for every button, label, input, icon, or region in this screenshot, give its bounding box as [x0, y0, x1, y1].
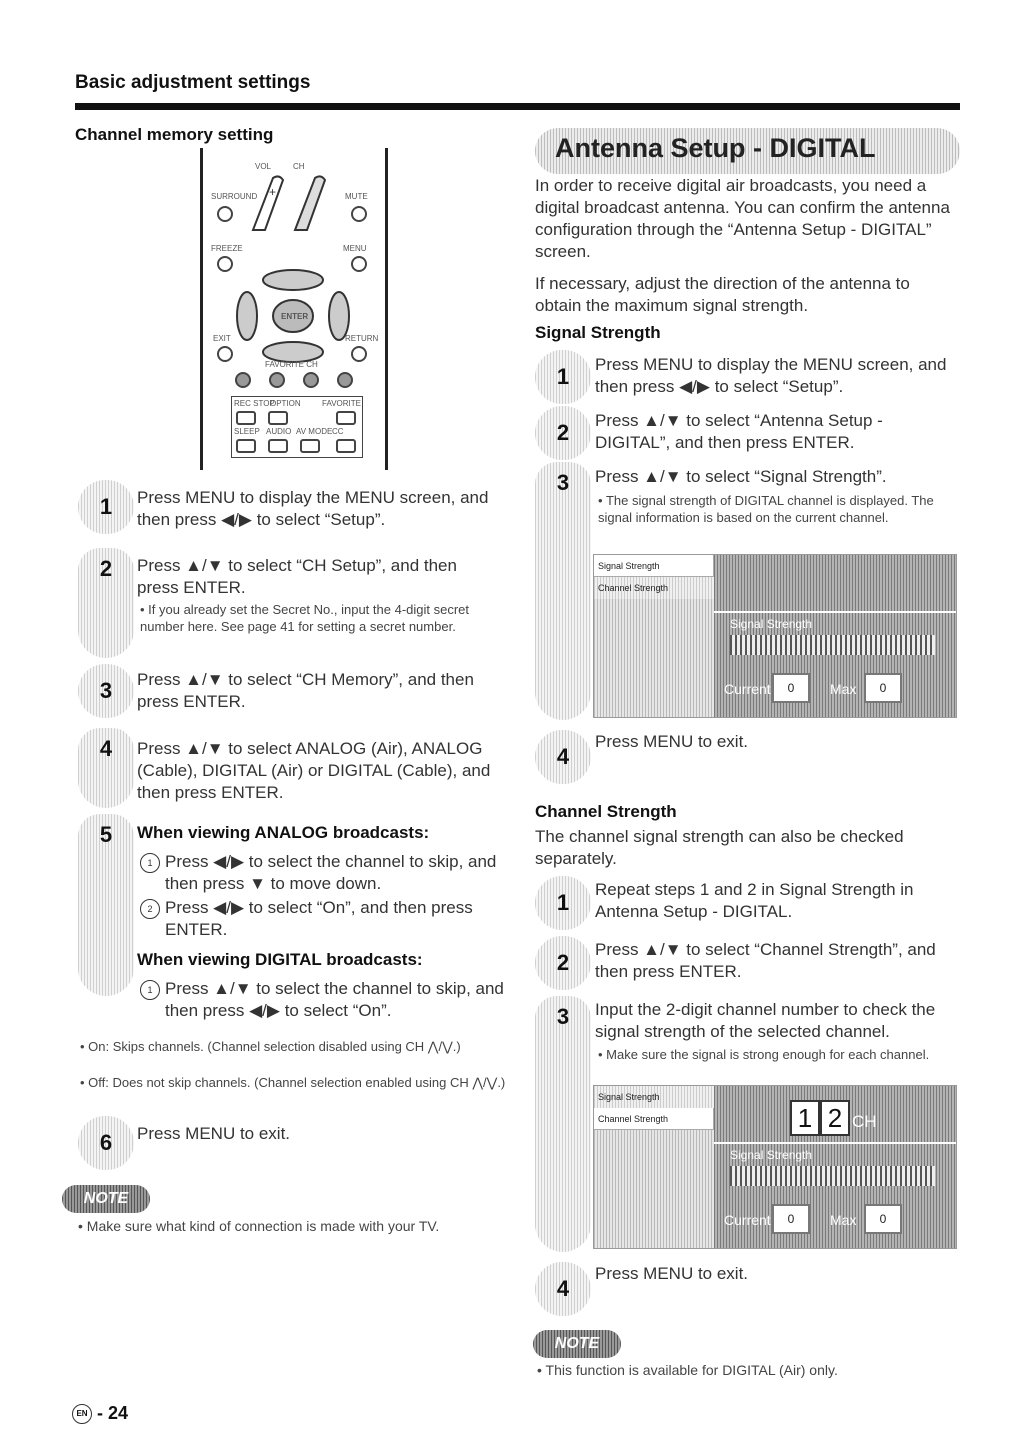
screen-signal-label: Signal Strength [730, 1148, 813, 1162]
audio-button-icon [268, 439, 288, 453]
intro-paragraph-2: If necessary, adjust the direction of the antenna to obtain the maximum signal strength. [535, 274, 910, 315]
screen-tab-signal: Signal Strength [594, 555, 714, 577]
signal-meter-bar [730, 1166, 935, 1186]
screen-divider [714, 1142, 956, 1144]
step-text: Press ▲/▼ to select “Antenna Setup - DIGITAL”, and then press ENTER. [595, 411, 883, 452]
screen-divider [714, 611, 956, 613]
remote-label-av-mode: AV MODE [296, 427, 333, 436]
step-text: Press ▲/▼ to select “CH Memory”, and then press ENTER. [137, 670, 474, 711]
favorite-c-icon [303, 372, 319, 388]
step-badge: 2 [78, 548, 134, 658]
screen-tab-channel: Channel Strength [594, 1108, 714, 1130]
remote-illustration [200, 148, 388, 470]
step-badge: 4 [78, 728, 134, 808]
step-text: Input the 2-digit channel number to check the signal strength of the selected channel. [595, 1000, 936, 1041]
header-rule [75, 103, 960, 110]
circle-number [140, 897, 162, 919]
remote-label-rec-stop: REC STOP [234, 399, 275, 408]
screen-max-label: Max [830, 1212, 857, 1228]
screen-tab-channel: Channel Strength [594, 577, 714, 599]
rec-stop-button-icon [236, 411, 256, 425]
screen-current-value: 0 [772, 673, 810, 703]
remote-label-return: RETURN [345, 334, 379, 343]
step-text: Press MENU to exit. [595, 732, 749, 751]
remote-lower-panel [231, 396, 363, 458]
signal-strength-title: Signal Strength [535, 323, 661, 342]
remote-label-favorite-ch: FAVORITE CH [265, 360, 318, 369]
step-text: Press MENU to display the MENU screen, and then press ◀/▶ to select “Setup”. [595, 355, 947, 396]
channel-memory-title: Channel memory setting [75, 125, 274, 144]
remote-label-favorite: FAVORITE [322, 399, 361, 408]
remote-label-vol: VOL [255, 162, 272, 171]
digital-step-1: Press ▲/▼ to select the channel to skip, and then press ◀/▶ to select “On”. [165, 979, 504, 1020]
page-number [72, 1403, 128, 1424]
signal-strength-screen [593, 554, 957, 718]
return-button-icon [351, 346, 367, 362]
channel-strength-title: Channel Strength [535, 802, 677, 821]
channel-digit-1: 1 [790, 1100, 820, 1136]
favorite-a-icon [235, 372, 251, 388]
remote-label-freeze: FREEZE [211, 244, 243, 253]
channel-digit-2: 2 [820, 1100, 850, 1136]
screen-max-label: Max [830, 681, 857, 697]
signal-meter-bar [730, 635, 935, 655]
freeze-button-icon [217, 256, 233, 272]
screen-signal-label: Signal Strength [730, 617, 813, 631]
sleep-button-icon [236, 439, 256, 453]
screen-tab-signal: Signal Strength [594, 1086, 714, 1108]
step-text: Press ▲/▼ to select “Channel Strength”, and then press ENTER. [595, 940, 936, 981]
circle-number [140, 851, 162, 873]
step-text: Press MENU to display the MENU screen, and then press ◀/▶ to select “Setup”. [137, 488, 489, 529]
note-text: • This function is available for DIGITAL (Air) only. [537, 1362, 967, 1379]
step-badge: 4 [535, 730, 591, 784]
step-badge: 2 [535, 936, 591, 990]
note-badge: NOTE [62, 1185, 150, 1213]
circle-one: 1 [140, 980, 160, 1000]
step-badge: 3 [78, 664, 134, 718]
favorite-button-icon [336, 411, 356, 425]
circle-two: 2 [140, 899, 160, 919]
remote-label-sleep: SLEEP [234, 427, 260, 436]
step-text: Press MENU to exit. [137, 1124, 291, 1143]
analog-title: When viewing ANALOG broadcasts: [137, 823, 430, 842]
step-bullet: • Make sure the signal is strong enough for each channel. [598, 1046, 958, 1063]
step-text: Repeat steps 1 and 2 in Signal Strength in Antenna Setup - DIGITAL. [595, 880, 914, 921]
vol-ch-rocker-icon [243, 172, 343, 232]
circle-number [140, 978, 162, 1000]
step-badge: 6 [78, 1116, 134, 1170]
bullet-on: • On: Skips channels. (Channel selection disabled using CH ⋀/⋁.) [80, 1038, 510, 1055]
remote-label-surround: SURROUND [211, 192, 258, 201]
remote-label-cc: CC [332, 427, 344, 436]
step-text: Press ▲/▼ to select ANALOG (Air), ANALOG (Cable), DIGITAL (Air) or DIGITAL (Cable), and then press ENTER. [137, 739, 491, 802]
surround-button-icon [217, 206, 233, 222]
step-badge: 2 [535, 406, 591, 460]
digital-title: When viewing DIGITAL broadcasts: [137, 950, 423, 969]
cc-button-icon [336, 439, 356, 453]
step-badge: 3 [535, 996, 591, 1252]
step-text: Press ▲/▼ to select “Signal Strength”. [595, 467, 887, 486]
antenna-setup-title: Antenna Setup - DIGITAL [555, 133, 876, 163]
remote-label-exit: EXIT [213, 334, 231, 343]
step-text: Press ▲/▼ to select “CH Setup”, and then press ENTER. [137, 556, 457, 597]
remote-label-menu: MENU [343, 244, 367, 253]
channel-ch-label: CH [852, 1112, 877, 1131]
language-badge: EN [72, 1404, 92, 1424]
mute-button-icon [351, 206, 367, 222]
step-bullet: • If you already set the Secret No., input the 4-digit secret number here. See page 41 for setting a secret number. [140, 601, 500, 635]
screen-current-label: Current [724, 681, 771, 697]
remote-label-ch: CH [293, 162, 305, 171]
intro-paragraph-1: In order to receive digital air broadcasts, you need a digital broadcast antenna. You can confirm the antenna configuration through the “Antenna Setup - DIGITAL” screen. [535, 176, 950, 261]
note-text: • Make sure what kind of connection is made with your TV. [78, 1218, 518, 1235]
remote-label-audio: AUDIO [266, 427, 292, 436]
step-text: Press MENU to exit. [595, 1264, 749, 1283]
screen-current-label: Current [724, 1212, 771, 1228]
step-badge: 1 [78, 480, 134, 534]
step-badge: 5 [78, 814, 134, 996]
screen-max-value: 0 [864, 673, 902, 703]
channel-strength-screen [593, 1085, 957, 1249]
screen-max-value: 0 [864, 1204, 902, 1234]
circle-one: 1 [140, 853, 160, 873]
remote-label-enter: ENTER [281, 312, 309, 321]
analog-step-2: Press ◀/▶ to select “On”, and then press ENTER. [165, 898, 473, 939]
favorite-d-icon [337, 372, 353, 388]
step-badge: 1 [535, 876, 591, 930]
favorite-b-icon [269, 372, 285, 388]
option-button-icon [268, 411, 288, 425]
av-mode-button-icon [300, 439, 320, 453]
analog-step-1: Press ◀/▶ to select the channel to skip, and then press ▼ to move down. [165, 852, 497, 893]
step-badge: 1 [535, 350, 591, 404]
exit-button-icon [217, 346, 233, 362]
page-header: Basic adjustment settings [75, 72, 311, 93]
remote-label-option: OPTION [270, 399, 301, 408]
screen-current-value: 0 [772, 1204, 810, 1234]
step-bullet: • The signal strength of DIGITAL channel is displayed. The signal information is based on the current channel. [598, 492, 958, 526]
bullet-off: • Off: Does not skip channels. (Channel selection enabled using CH ⋀/⋁.) [80, 1074, 510, 1091]
note-badge: NOTE [533, 1330, 621, 1358]
page-number-text: - 24 [97, 1403, 129, 1423]
step-badge: 4 [535, 1262, 591, 1316]
channel-strength-intro: The channel signal strength can also be checked separately. [535, 827, 904, 868]
remote-label-mute: MUTE [345, 192, 368, 201]
svg-text:+: + [269, 185, 277, 199]
menu-button-icon [351, 256, 367, 272]
step-badge: 3 [535, 462, 591, 720]
